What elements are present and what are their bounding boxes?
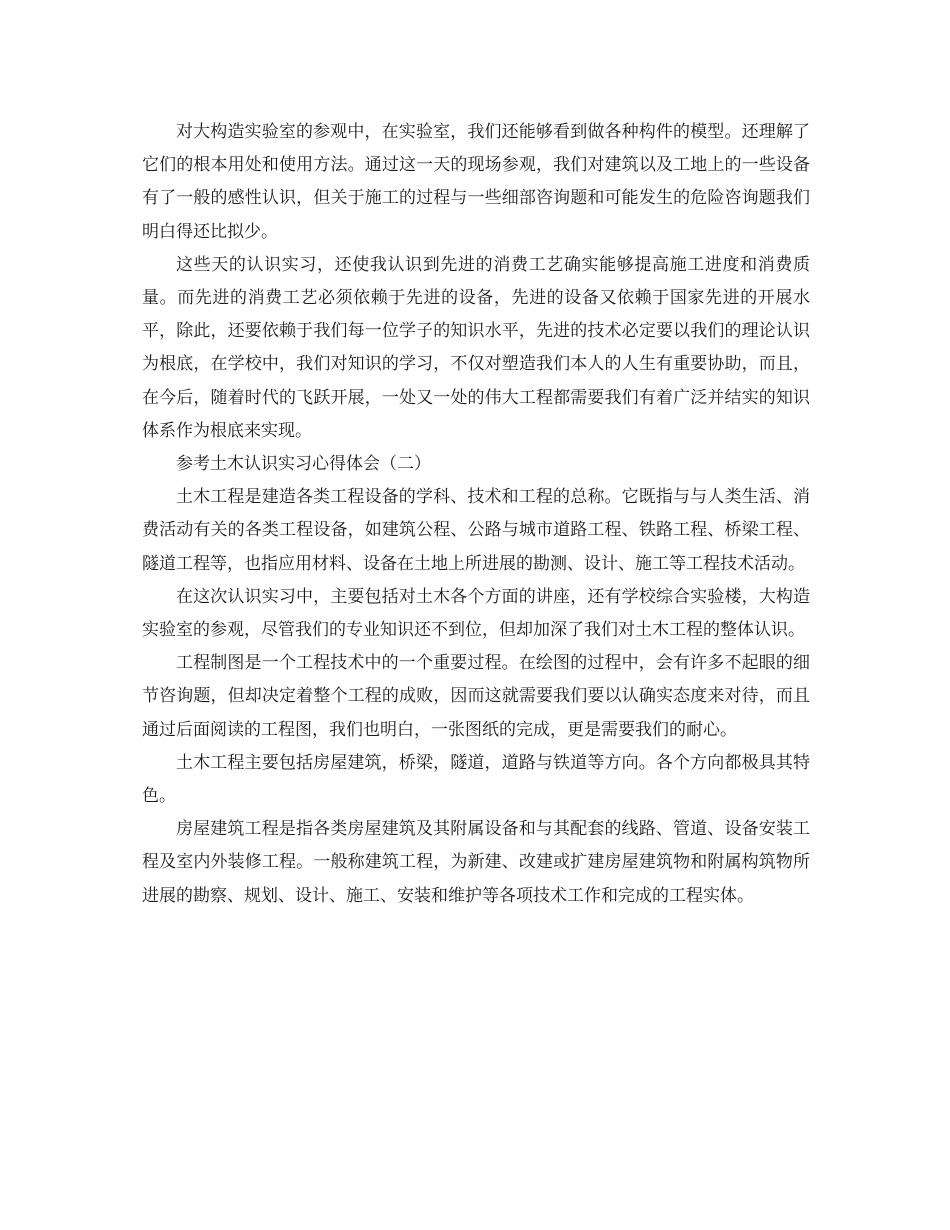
paragraph-7: 房屋建筑工程是指各类房屋建筑及其附属设备和与其配套的线路、管道、设备安装工程及室内外装修工程。一般称建筑工程，为新建、改建或扩建房屋建筑物和附属构筑物所进展的勘察、规划、设计、施工、安装和维护等各项技术工作和完成的工程实体。 (142, 819, 810, 906)
paragraph-5: 工程制图是一个工程技术中的一个重要过程。在绘图的过程中，会有许多不起眼的细节咨询题，但却决定着整个工程的成败，因而这就需要我们要以认确实态度来对待，而且通过后面阅读的工程图，我们也明白，一张图纸的完成，更是需要我们的耐心。 (142, 653, 810, 740)
document-body (142, 116, 810, 913)
paragraph-1: 对大构造实验室的参观中，在实验室，我们还能够看到做各种构件的模型。还理解了它们的根本用处和使用方法。通过这一天的现场参观，我们对建筑以及工地上的一些设备有了一般的感性认识，但关于施工的过程与一些细部咨询题和可能发生的危险咨询题我们明白得还比拟少。 (142, 122, 810, 242)
paragraph-3: 土木工程是建造各类工程设备的学科、技术和工程的总称。它既指与与人类生活、消费活动有关的各类工程设备，如建筑公程、公路与城市道路工程、铁路工程、桥梁工程、隧道工程等，也指应用材料、设备在土地上所进展的勘测、设计、施工等工程技术活动。 (142, 487, 810, 574)
paragraph-6: 土木工程主要包括房屋建筑，桥梁，隧道，道路与铁道等方向。各个方向都极具其特色。 (142, 752, 810, 807)
section-heading: 参考土木认识实习心得体会（二） (176, 454, 431, 475)
paragraph-2: 这些天的认识实习，还使我认识到先进的消费工艺确实能够提高施工进度和消费质量。而先进的消费工艺必须依赖于先进的设备，先进的设备又依赖于国家先进的开展水平，除此，还要依赖于我们每一位学子的知识水平，先进的技术必定要以我们的理论认识为根底，在学校中，我们对知识的学习，不仅对塑造我们本人的人生有重要协助，而且，在今后，随着时代的飞跃开展，一处又一处的伟大工程都需要我们有着广泛并结实的知识体系作为根底来实现。 (142, 254, 810, 441)
paragraph-4: 在这次认识实习中，主要包括对土木各个方面的讲座，还有学校综合实验楼，大构造实验室的参观，尽管我们的专业知识还不到位，但却加深了我们对土木工程的整体认识。 (142, 586, 810, 641)
